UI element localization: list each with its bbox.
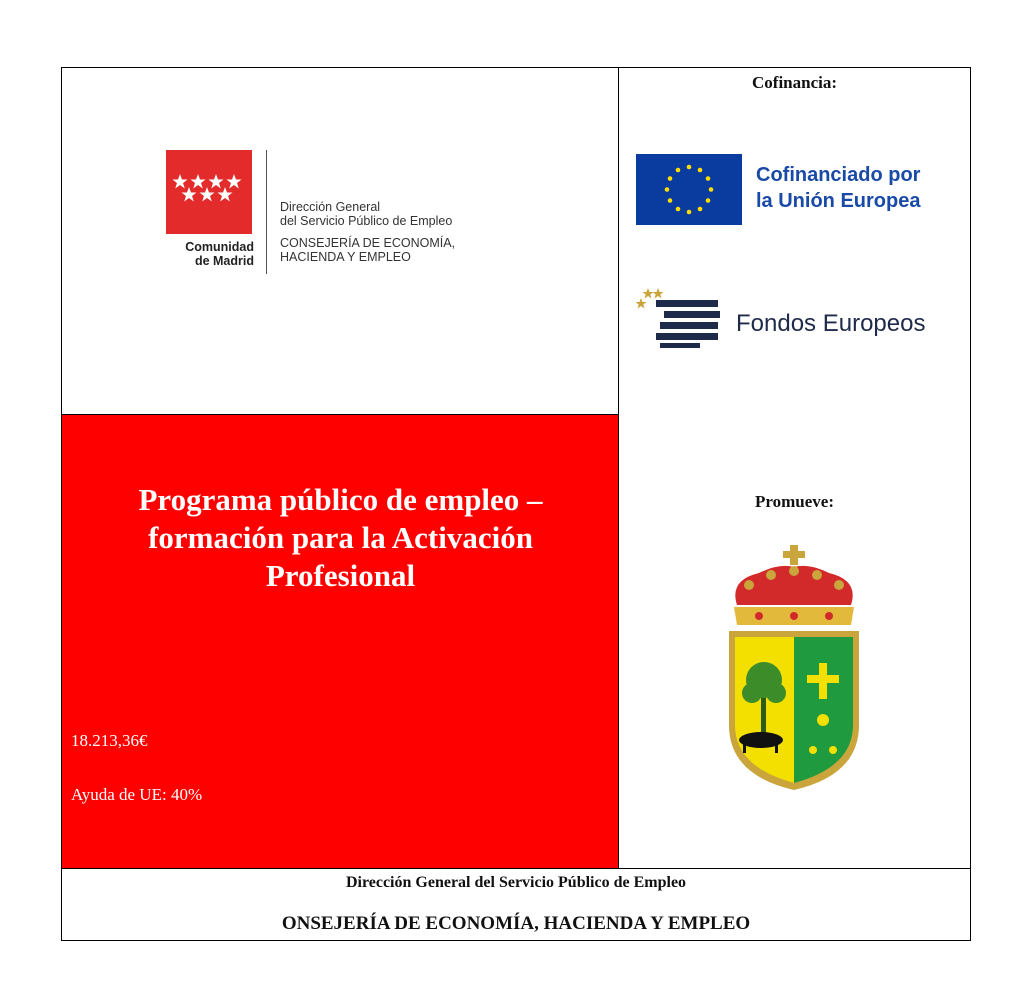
- municipal-coat-of-arms: [719, 545, 869, 795]
- seven-stars-icon: [172, 172, 246, 206]
- eu-stars-icon: [636, 154, 742, 225]
- fondos-europeos-icon: [636, 288, 726, 350]
- ue-aid-percentage: Ayuda de UE: 40%: [71, 785, 203, 804]
- poster-frame: [61, 67, 971, 941]
- logo-divider: [266, 150, 267, 274]
- consejeria-line2: HACIENDA Y EMPLEO: [280, 250, 411, 264]
- wordmark-line1: Comunidad: [185, 240, 254, 254]
- consejeria-line1: CONSEJERÍA DE ECONOMÍA,: [280, 236, 456, 250]
- wordmark-line2: de Madrid: [194, 254, 254, 268]
- fondos-europeos-text: Fondos Europeos: [736, 310, 926, 337]
- program-amount: 18.213,36€: [71, 731, 148, 750]
- sponsors-column: [619, 68, 970, 868]
- department-text: [280, 200, 455, 264]
- program-title-line3: Profesional: [265, 558, 416, 593]
- program-title-line1: Programa público de empleo –: [138, 482, 543, 517]
- footer-consejeria: ONSEJERÍA DE ECONOMÍA, HACIENDA Y EMPLEO: [281, 913, 751, 934]
- eu-cofinanced-text: [756, 162, 920, 214]
- eu-text-line1: Cofinanciado por: [756, 164, 921, 186]
- program-title-line2: formación para la Activación: [148, 520, 533, 555]
- footer-direccion: Dirección General del Servicio Público de Empleo: [345, 874, 687, 891]
- header-logo-cell: [62, 68, 619, 415]
- eu-flag: [636, 154, 742, 225]
- comunidad-madrid-wordmark: [166, 240, 254, 268]
- program-panel: [62, 415, 619, 868]
- fondos-europeos-logo: [636, 288, 926, 355]
- cofinancia-label: Cofinancia:: [752, 73, 837, 92]
- dept-line2: del Servicio Público de Empleo: [280, 214, 453, 228]
- program-title: [82, 481, 599, 595]
- madrid-flag-square: [166, 150, 252, 234]
- footer: [62, 868, 970, 940]
- promueve-label: Promueve:: [755, 492, 834, 511]
- eu-text-line2: la Unión Europea: [756, 190, 921, 212]
- dept-line1: Dirección General: [280, 200, 381, 214]
